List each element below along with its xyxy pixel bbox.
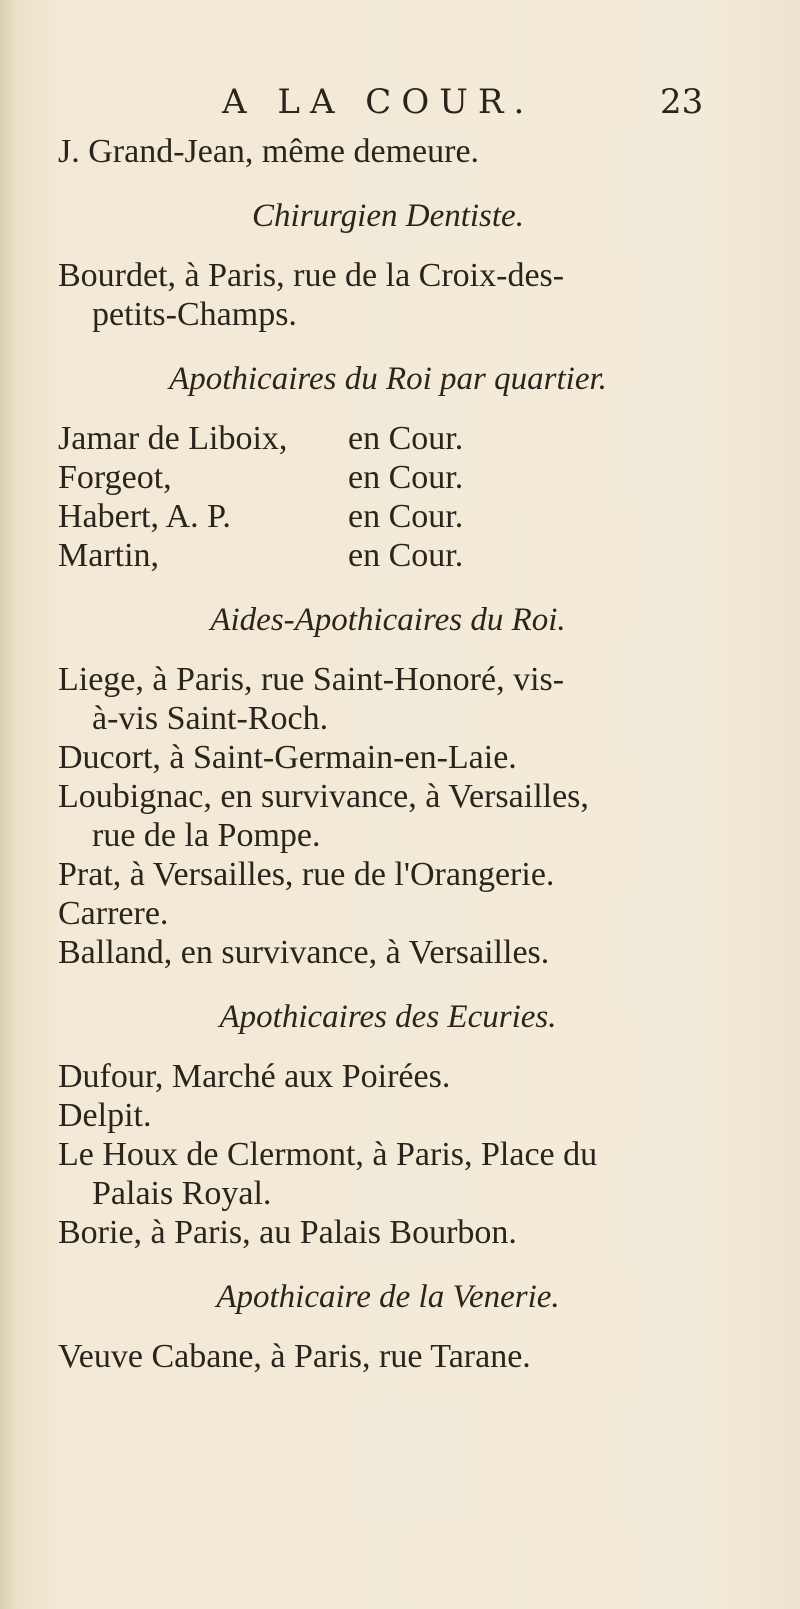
entry-bourdet: Bourdet, à Paris, rue de la Croix-des- <box>58 257 565 294</box>
entry-grand-jean: J. Grand-Jean, même demeure. <box>58 133 480 170</box>
entry-bourdet-cont: petits-Champs. <box>92 296 297 333</box>
entry-ducort: Ducort, à Saint-Germain-en-Laie. <box>58 739 517 776</box>
entry-delpit: Delpit. <box>58 1097 152 1134</box>
entry-name: Martin, <box>58 537 160 574</box>
entry-place: en Cour. <box>348 459 464 496</box>
entry-dufour: Dufour, Marché aux Poirées. <box>58 1058 451 1095</box>
entry-name: Habert, A. P. <box>58 498 231 535</box>
entry-loubignac: Loubignac, en survivance, à Versailles, <box>58 778 589 815</box>
entry-row <box>58 497 718 536</box>
entry-place: en Cour. <box>348 420 464 457</box>
entry-liege: Liege, à Paris, rue Saint-Honoré, vis- <box>58 661 565 698</box>
section-heading-dentiste: Chirurgien Dentiste. <box>252 198 524 234</box>
entry-houx-cont: Palais Royal. <box>92 1175 272 1212</box>
section-heading-venerie: Apothicaire de la Venerie. <box>216 1279 560 1315</box>
page-header <box>0 82 800 132</box>
entry-loubignac-cont: rue de la Pompe. <box>92 817 321 854</box>
running-head: A LA COUR. <box>222 82 535 122</box>
page-number: 23 <box>660 82 704 122</box>
entry-houx: Le Houx de Clermont, à Paris, Place du <box>58 1136 598 1173</box>
entry-row <box>58 536 718 575</box>
section-heading-ecuries: Apothicaires des Ecuries. <box>219 999 557 1035</box>
entry-row <box>58 458 718 497</box>
page-body <box>58 132 718 1376</box>
entry-liege-cont: à-vis Saint-Roch. <box>92 700 329 737</box>
entry-cabane: Veuve Cabane, à Paris, rue Tarane. <box>58 1338 531 1375</box>
entry-balland: Balland, en survivance, à Versailles. <box>58 934 550 971</box>
section-heading-aides: Aides-Apothicaires du Roi. <box>210 602 566 638</box>
entry-place: en Cour. <box>348 537 464 574</box>
entry-name: Jamar de Liboix, <box>58 420 288 457</box>
entry-carrere: Carrere. <box>58 895 169 932</box>
entry-borie: Borie, à Paris, au Palais Bourbon. <box>58 1214 517 1251</box>
entry-row <box>58 419 718 458</box>
entry-place: en Cour. <box>348 498 464 535</box>
entry-prat: Prat, à Versailles, rue de l'Orangerie. <box>58 856 555 893</box>
section-heading-apothicaires-roi: Apothicaires du Roi par quartier. <box>169 361 607 397</box>
entry-name: Forgeot, <box>58 459 172 496</box>
